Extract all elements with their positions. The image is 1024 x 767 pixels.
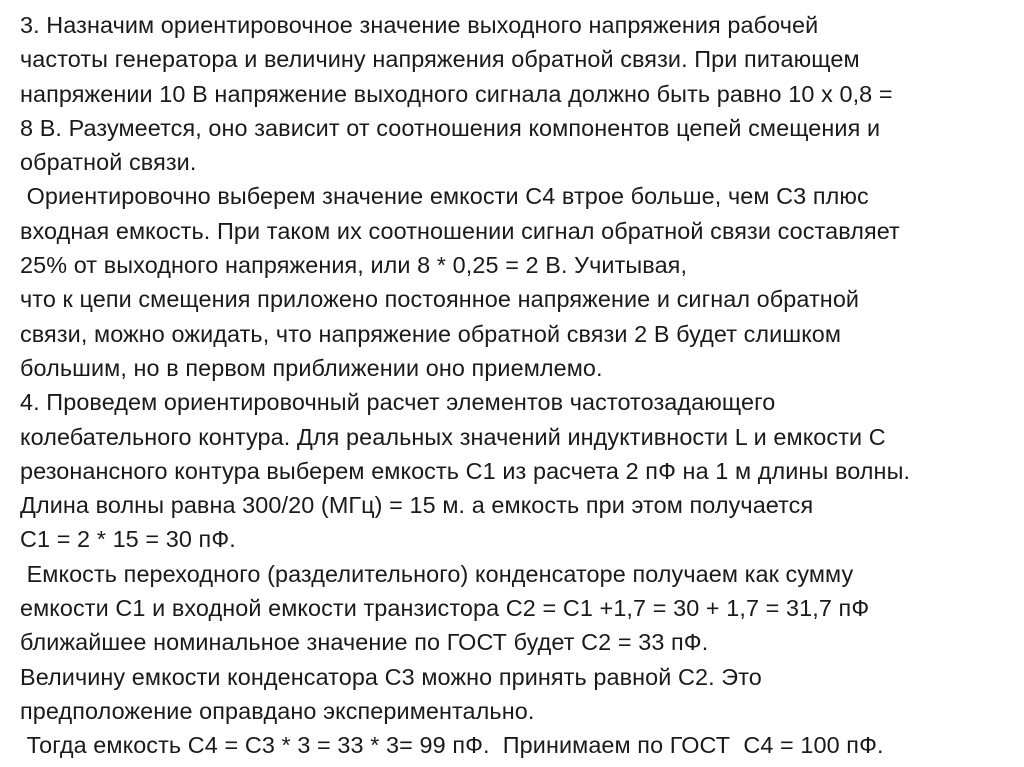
text-line: частоты генератора и величину напряжения обратной связи. При питающем (20, 46, 860, 73)
text-line: 4. Проведем ориентировочный расчет элементов частотозадающего (20, 389, 776, 416)
text-line: 8 В. Разумеется, оно зависит от соотношения компонентов цепей смещения и (20, 114, 881, 141)
text-line: входная емкость. При таком их соотношении сигнал обратной связи составляет (20, 217, 900, 244)
text-line: резонансного контура выберем емкость С1 из расчета 2 пФ на 1 м длины волны. (20, 457, 911, 484)
text-line: Длина волны равна 300/20 (МГц) = 15 м. а емкость при этом получается (20, 492, 814, 519)
text-line: 25% от выходного напряжения, или 8 * 0,25 = 2 В. Учитывая, (20, 252, 688, 279)
text-line: напряжении 10 В напряжение выходного сигнала должно быть равно 10 x 0,8 = (20, 80, 893, 107)
text-line: большим, но в первом приближении оно приемлемо. (20, 354, 603, 381)
text-line: С1 = 2 * 15 = 30 пФ. (20, 526, 236, 553)
text-line: что к цепи смещения приложено постоянное напряжение и сигнал обратной (20, 286, 860, 313)
text-line: Емкость переходного (разделительного) конденсаторе получаем как сумму (20, 560, 854, 587)
text-line: Величину емкости конденсатора С3 можно принять равной С2. Это (20, 663, 762, 690)
text-line: колебательного контура. Для реальных значений индуктивности L и емкости С (20, 423, 886, 450)
text-line: ближайшее номинальное значение по ГОСТ будет С2 = 33 пФ. (20, 629, 709, 656)
text-line: 3. Назначим ориентировочное значение выходного напряжения рабочей (20, 12, 819, 38)
text-line: емкости С1 и входной емкости транзистора С2 = С1 +1,7 = 30 + 1,7 = 31,7 пФ (20, 595, 870, 622)
text-body (20, 8, 1020, 763)
text-line: Тогда емкость С4 = С3 * 3 = 33 * 3= 99 пФ. Принимаем по ГОСТ С4 = 100 пФ. (20, 732, 884, 759)
text-line: связи, можно ожидать, что напряжение обратной связи 2 В будет слишком (20, 320, 842, 347)
text-line: Ориентировочно выберем значение емкости С4 втрое больше, чем С3 плюс (20, 183, 869, 210)
text-line: предположение оправдано экспериментально. (20, 697, 535, 724)
text-line: обратной связи. (20, 149, 197, 176)
